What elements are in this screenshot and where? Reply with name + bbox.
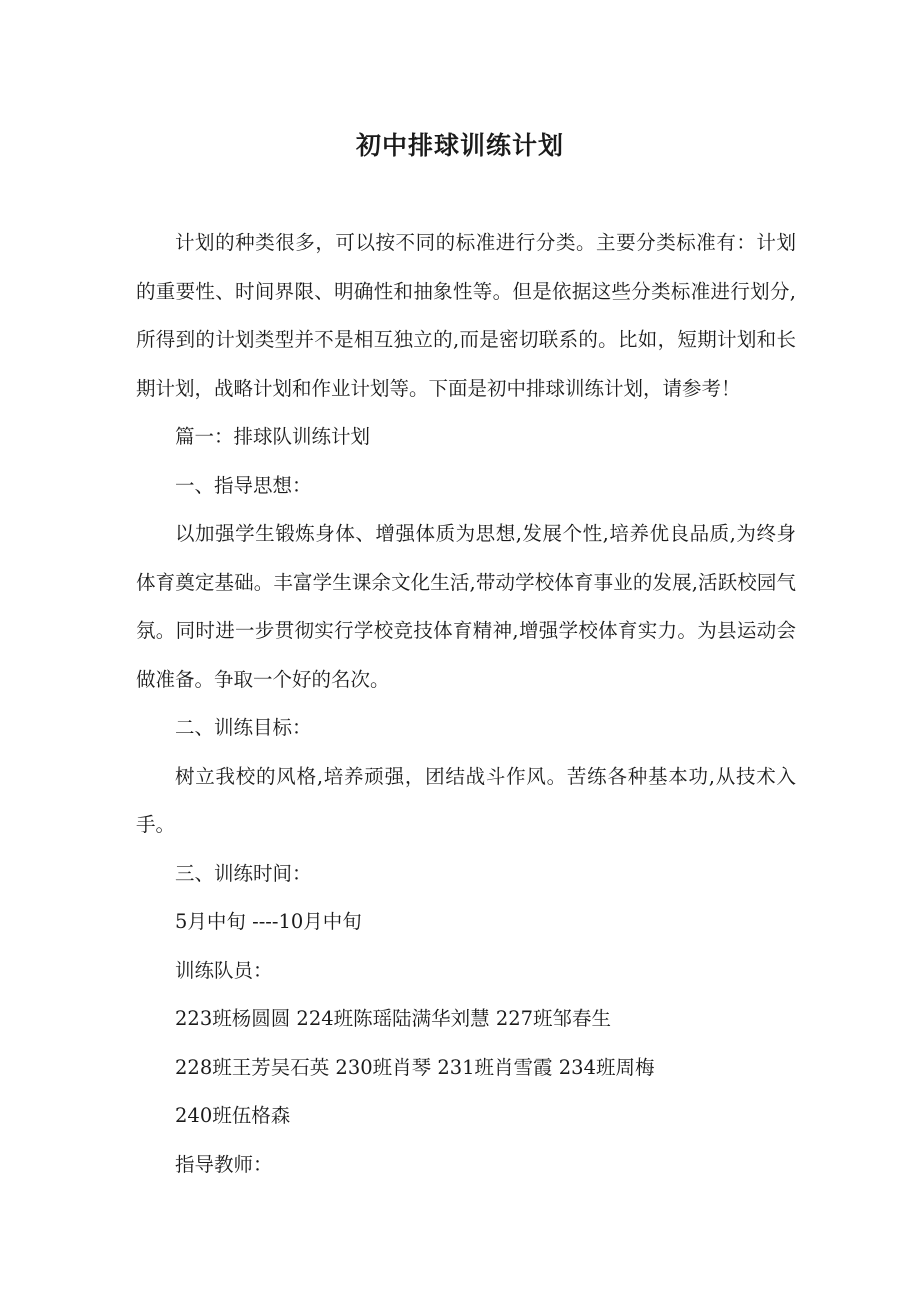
- section-heading-part-one: 篇一：排球队训练计划: [175, 425, 371, 448]
- section-heading-training-goal: 二、训练目标：: [175, 716, 312, 739]
- section-heading-coach: 指导教师：: [175, 1152, 273, 1176]
- intro-paragraph: 计划的种类很多，可以按不同的标准进行分类。主要分类标准有：计划的重要性、时间界限、明确性和抽象性等。但是依据这些分类标准进行划分,所得到的计划类型并不是相互独立的,而是密切联系的。比如，短期计划和长期计划，战略计划和作业计划等。下面是初中排球训练计划，请参考！: [136, 231, 796, 400]
- section-heading-training-time: 三、训练时间：: [175, 861, 312, 885]
- document-body: [136, 219, 796, 1189]
- section-heading-team-members: 训练队员：: [175, 958, 273, 982]
- team-members-line: 228班王芳吴石英 230班肖琴 231班肖雪霞 234班周梅: [175, 1055, 655, 1079]
- guiding-idea-paragraph: 以加强学生锻炼身体、增强体质为思想,发展个性,培养优良品质,为终身体育奠定基础。丰富学生课余文化生活,带动学校体育事业的发展,活跃校园气氛。同时进一步贯彻实行学校竞技体育精神,增强学校体育实力。为县运动会做准备。争取一个好的名次。: [136, 522, 796, 691]
- document-title: 初中排球训练计划: [355, 131, 564, 160]
- section-heading-guiding-idea: 一、指导思想：: [175, 473, 312, 497]
- team-members-line: 240班伍格森: [175, 1104, 291, 1127]
- training-goal-paragraph: 树立我校的风格,培养顽强，团结战斗作风。苦练各种基本功,从技术入手。: [136, 764, 796, 836]
- team-members-line: 223班杨圆圆 224班陈瑶陆满华刘慧 227班邹春生: [175, 1007, 612, 1030]
- training-time-value: 5月中旬 ----10月中旬: [175, 910, 362, 933]
